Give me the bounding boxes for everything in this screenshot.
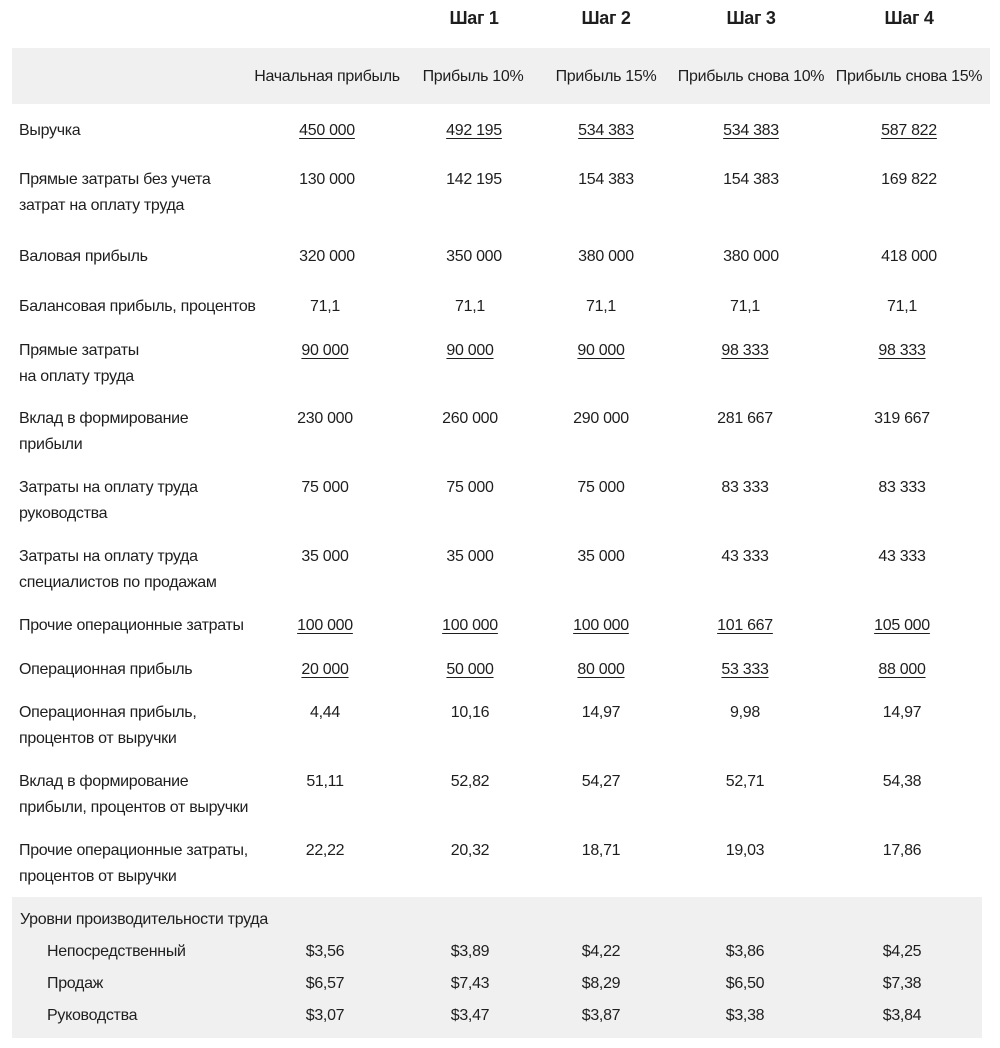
cell-value: 534 383 [723,122,779,139]
cell-value: 20,32 [450,842,490,859]
cell-value: 19,03 [725,842,765,859]
cell-value: 380 000 [578,248,634,265]
cell-value: 281 667 [717,410,773,427]
cell-value: 98 333 [878,342,926,359]
cell-value: 9,98 [730,704,760,721]
productivity-row-direct [0,939,1000,965]
column-header-profit-again-10: Прибыль снова 10% [677,68,825,85]
row-label: Продаж [47,975,104,992]
cell-value: 71,1 [586,298,616,315]
cell-value: 142 195 [446,171,502,188]
productivity-section [12,897,982,1038]
cell-value: 101 667 [717,617,773,634]
cell-value: 154 383 [723,171,779,188]
cell-value: $3,89 [450,943,490,960]
cell-value: 350 000 [446,248,502,265]
row-label: Прямые затраты без учета затрат на оплату труда [19,171,211,214]
cell-value: 4,44 [310,704,340,721]
cell-value: 75 000 [446,479,494,496]
cell-value: 105 000 [874,617,930,634]
cell-value: 18,71 [581,842,621,859]
cell-value: 83 333 [721,479,769,496]
productivity-title: Уровни производительности труда [20,911,268,928]
cell-value: 35 000 [301,548,349,565]
cell-value: $3,84 [882,1007,922,1024]
step-1-heading: Шаг 1 [449,8,499,28]
cell-value: 319 667 [874,410,930,427]
cell-value: 90 000 [301,342,349,359]
cell-value: $7,43 [450,975,490,992]
cell-value: 88 000 [878,661,926,678]
row-label: Балансовая прибыль, процентов [19,298,256,315]
cell-value: 130 000 [299,171,355,188]
cell-value: 154 383 [578,171,634,188]
row-label: Руководства [47,1007,138,1024]
cell-value: 51,11 [306,773,344,790]
cell-value: $8,29 [581,975,621,992]
cell-value: 35 000 [446,548,494,565]
row-label: Прочие операционные затраты, процентов от выручки [19,842,248,885]
productivity-row-management [0,1003,1000,1029]
column-header-profit-again-15: Прибыль снова 15% [835,68,983,85]
cell-value: 71,1 [730,298,760,315]
cell-value: $3,86 [725,943,765,960]
cell-value: 83 333 [878,479,926,496]
cell-value: $3,07 [305,1007,345,1024]
cell-value: 290 000 [573,410,629,427]
cell-value: 169 822 [881,171,937,188]
cell-value: 52,71 [725,773,765,790]
column-header-band [12,48,990,104]
column-header-profit-10: Прибыль 10% [422,68,524,85]
cell-value: 75 000 [577,479,625,496]
row-label: Выручка [19,122,81,139]
cell-value: 380 000 [723,248,779,265]
cell-value: 43 333 [878,548,926,565]
cell-value: 587 822 [881,122,937,139]
cell-value: 43 333 [721,548,769,565]
row-label: Операционная прибыль, процентов от выручки [19,704,197,747]
cell-value: 10,16 [450,704,490,721]
cell-value: 492 195 [446,122,502,139]
cell-value: $4,25 [882,943,922,960]
cell-value: 100 000 [573,617,629,634]
row-label: Затраты на оплату труда руководства [19,479,198,522]
cell-value: 54,38 [882,773,922,790]
step-2-heading: Шаг 2 [581,8,631,28]
row-label: Валовая прибыль [19,248,148,265]
cell-value: 71,1 [455,298,485,315]
cell-value: $3,47 [450,1007,490,1024]
cell-value: $3,56 [305,943,345,960]
cell-value: 50 000 [446,661,494,678]
cell-value: $6,50 [725,975,765,992]
cell-value: $7,38 [882,975,922,992]
cell-value: 534 383 [578,122,634,139]
cell-value: 20 000 [301,661,349,678]
cell-value: 22,22 [305,842,345,859]
cell-value: 230 000 [297,410,353,427]
row-label: Вклад в формирование прибыли, процентов от выручки [19,773,249,816]
cell-value: $3,87 [581,1007,621,1024]
cell-value: 52,82 [450,773,490,790]
cell-value: 71,1 [887,298,917,315]
cell-value: 80 000 [577,661,625,678]
cell-value: $6,57 [305,975,345,992]
cell-value: 260 000 [442,410,498,427]
column-header-profit-15: Прибыль 15% [555,68,657,85]
step-3-heading: Шаг 3 [726,8,776,28]
cell-value: 450 000 [299,122,355,139]
cell-value: 90 000 [446,342,494,359]
row-label: Затраты на оплату труда специалистов по продажам [19,548,217,591]
cell-value: 418 000 [881,248,937,265]
cell-value: 320 000 [299,248,355,265]
row-label: Операционная прибыль [19,661,193,678]
cell-value: 14,97 [882,704,922,721]
cell-value: 71,1 [310,298,340,315]
cell-value: 90 000 [577,342,625,359]
cell-value: $4,22 [581,943,621,960]
row-label: Непосредственный [47,943,186,960]
step-header-row [0,0,1000,46]
cell-value: 75 000 [301,479,349,496]
cell-value: 17,86 [882,842,922,859]
productivity-row-sales [0,971,1000,997]
row-label: Вклад в формирование прибыли [19,410,189,453]
column-header-initial: Начальная прибыль [254,68,400,85]
cell-value: 14,97 [581,704,621,721]
row-label: Прямые затраты на оплату труда [19,342,140,385]
step-4-heading: Шаг 4 [884,8,934,28]
cell-value: 98 333 [721,342,769,359]
cell-value: 53 333 [721,661,769,678]
cell-value: 100 000 [297,617,353,634]
cell-value: 100 000 [442,617,498,634]
cell-value: 54,27 [581,773,621,790]
cell-value: 35 000 [577,548,625,565]
cell-value: $3,38 [725,1007,765,1024]
row-label: Прочие операционные затраты [19,617,244,634]
